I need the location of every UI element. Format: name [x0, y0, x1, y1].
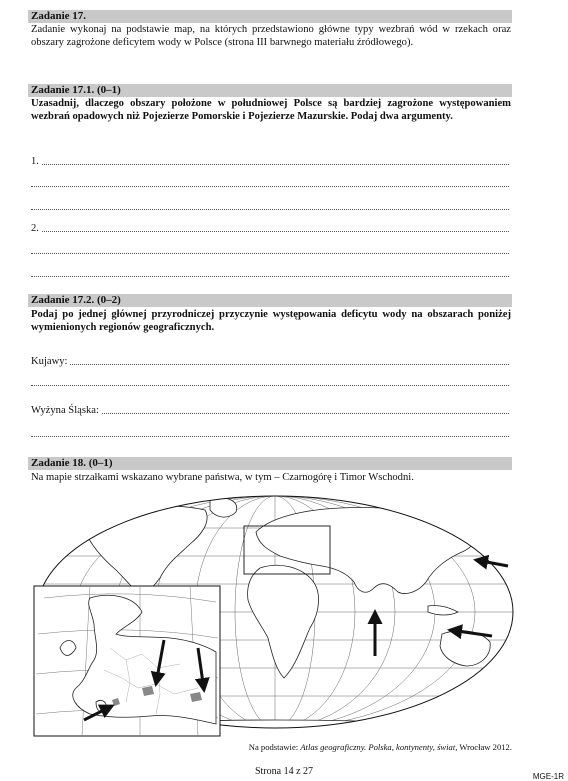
label-kujawy: Kujawy:: [31, 356, 68, 367]
world-map: [30, 488, 520, 738]
answer-line[interactable]: [31, 230, 509, 232]
task17-2-header: Zadanie 17.2. (0–2): [28, 294, 512, 307]
task17-header: Zadanie 17.: [28, 10, 512, 23]
task17-1-header: Zadanie 17.1. (0–1): [28, 84, 512, 97]
answer-line[interactable]: [31, 435, 509, 437]
answer-line[interactable]: [31, 275, 509, 277]
exam-code: MGE-1R: [532, 772, 564, 781]
answer-line[interactable]: [31, 384, 509, 386]
answer-label-2: 2.: [31, 223, 39, 234]
answer-label-1: 1.: [31, 156, 39, 167]
answer-line[interactable]: [31, 163, 509, 165]
source-note: Na podstawie: Atlas geograficzny. Polska, kontynenty, świat, Wrocław 2012.: [248, 742, 512, 752]
europe-inset: [34, 586, 220, 736]
task18-header: Zadanie 18. (0–1): [28, 457, 512, 470]
answer-line[interactable]: [31, 252, 509, 254]
task17-2-question: Podaj po jednej głównej przyrodniczej przyczynie występowania deficytu wody na obszarach poniżej wymienionych regionów geograficznych.: [31, 309, 511, 333]
answer-line[interactable]: [31, 208, 509, 210]
label-wyzyna-slaska: Wyżyna Śląska:: [31, 405, 99, 416]
task17-1-question: Uzasadnij, dlaczego obszary położone w południowej Polsce są bardziej zagrożone występowaniem wezbrań opadowych niż Pojezierze Pomorskie i Pojezierze Mazurskie. Podaj dwa argumenty.: [31, 98, 511, 122]
answer-line[interactable]: [31, 185, 509, 187]
answer-line-wyzyna-slaska[interactable]: [31, 412, 509, 414]
page-number: Strona 14 z 27: [254, 766, 314, 777]
task17-intro: Zadanie wykonaj na podstawie map, na których przedstawiono główne typy wezbrań wód w rzekach oraz obszary zagrożone deficytem wody w Polsce (strona III barwnego materiału źródłowego).: [31, 24, 511, 48]
arrow-east-asia: [476, 560, 508, 566]
task18-intro: Na mapie strzałkami wskazano wybrane państwa, w tym – Czarnogórę i Timor Wschodni.: [31, 472, 414, 483]
answer-line-kujawy[interactable]: [31, 363, 509, 365]
